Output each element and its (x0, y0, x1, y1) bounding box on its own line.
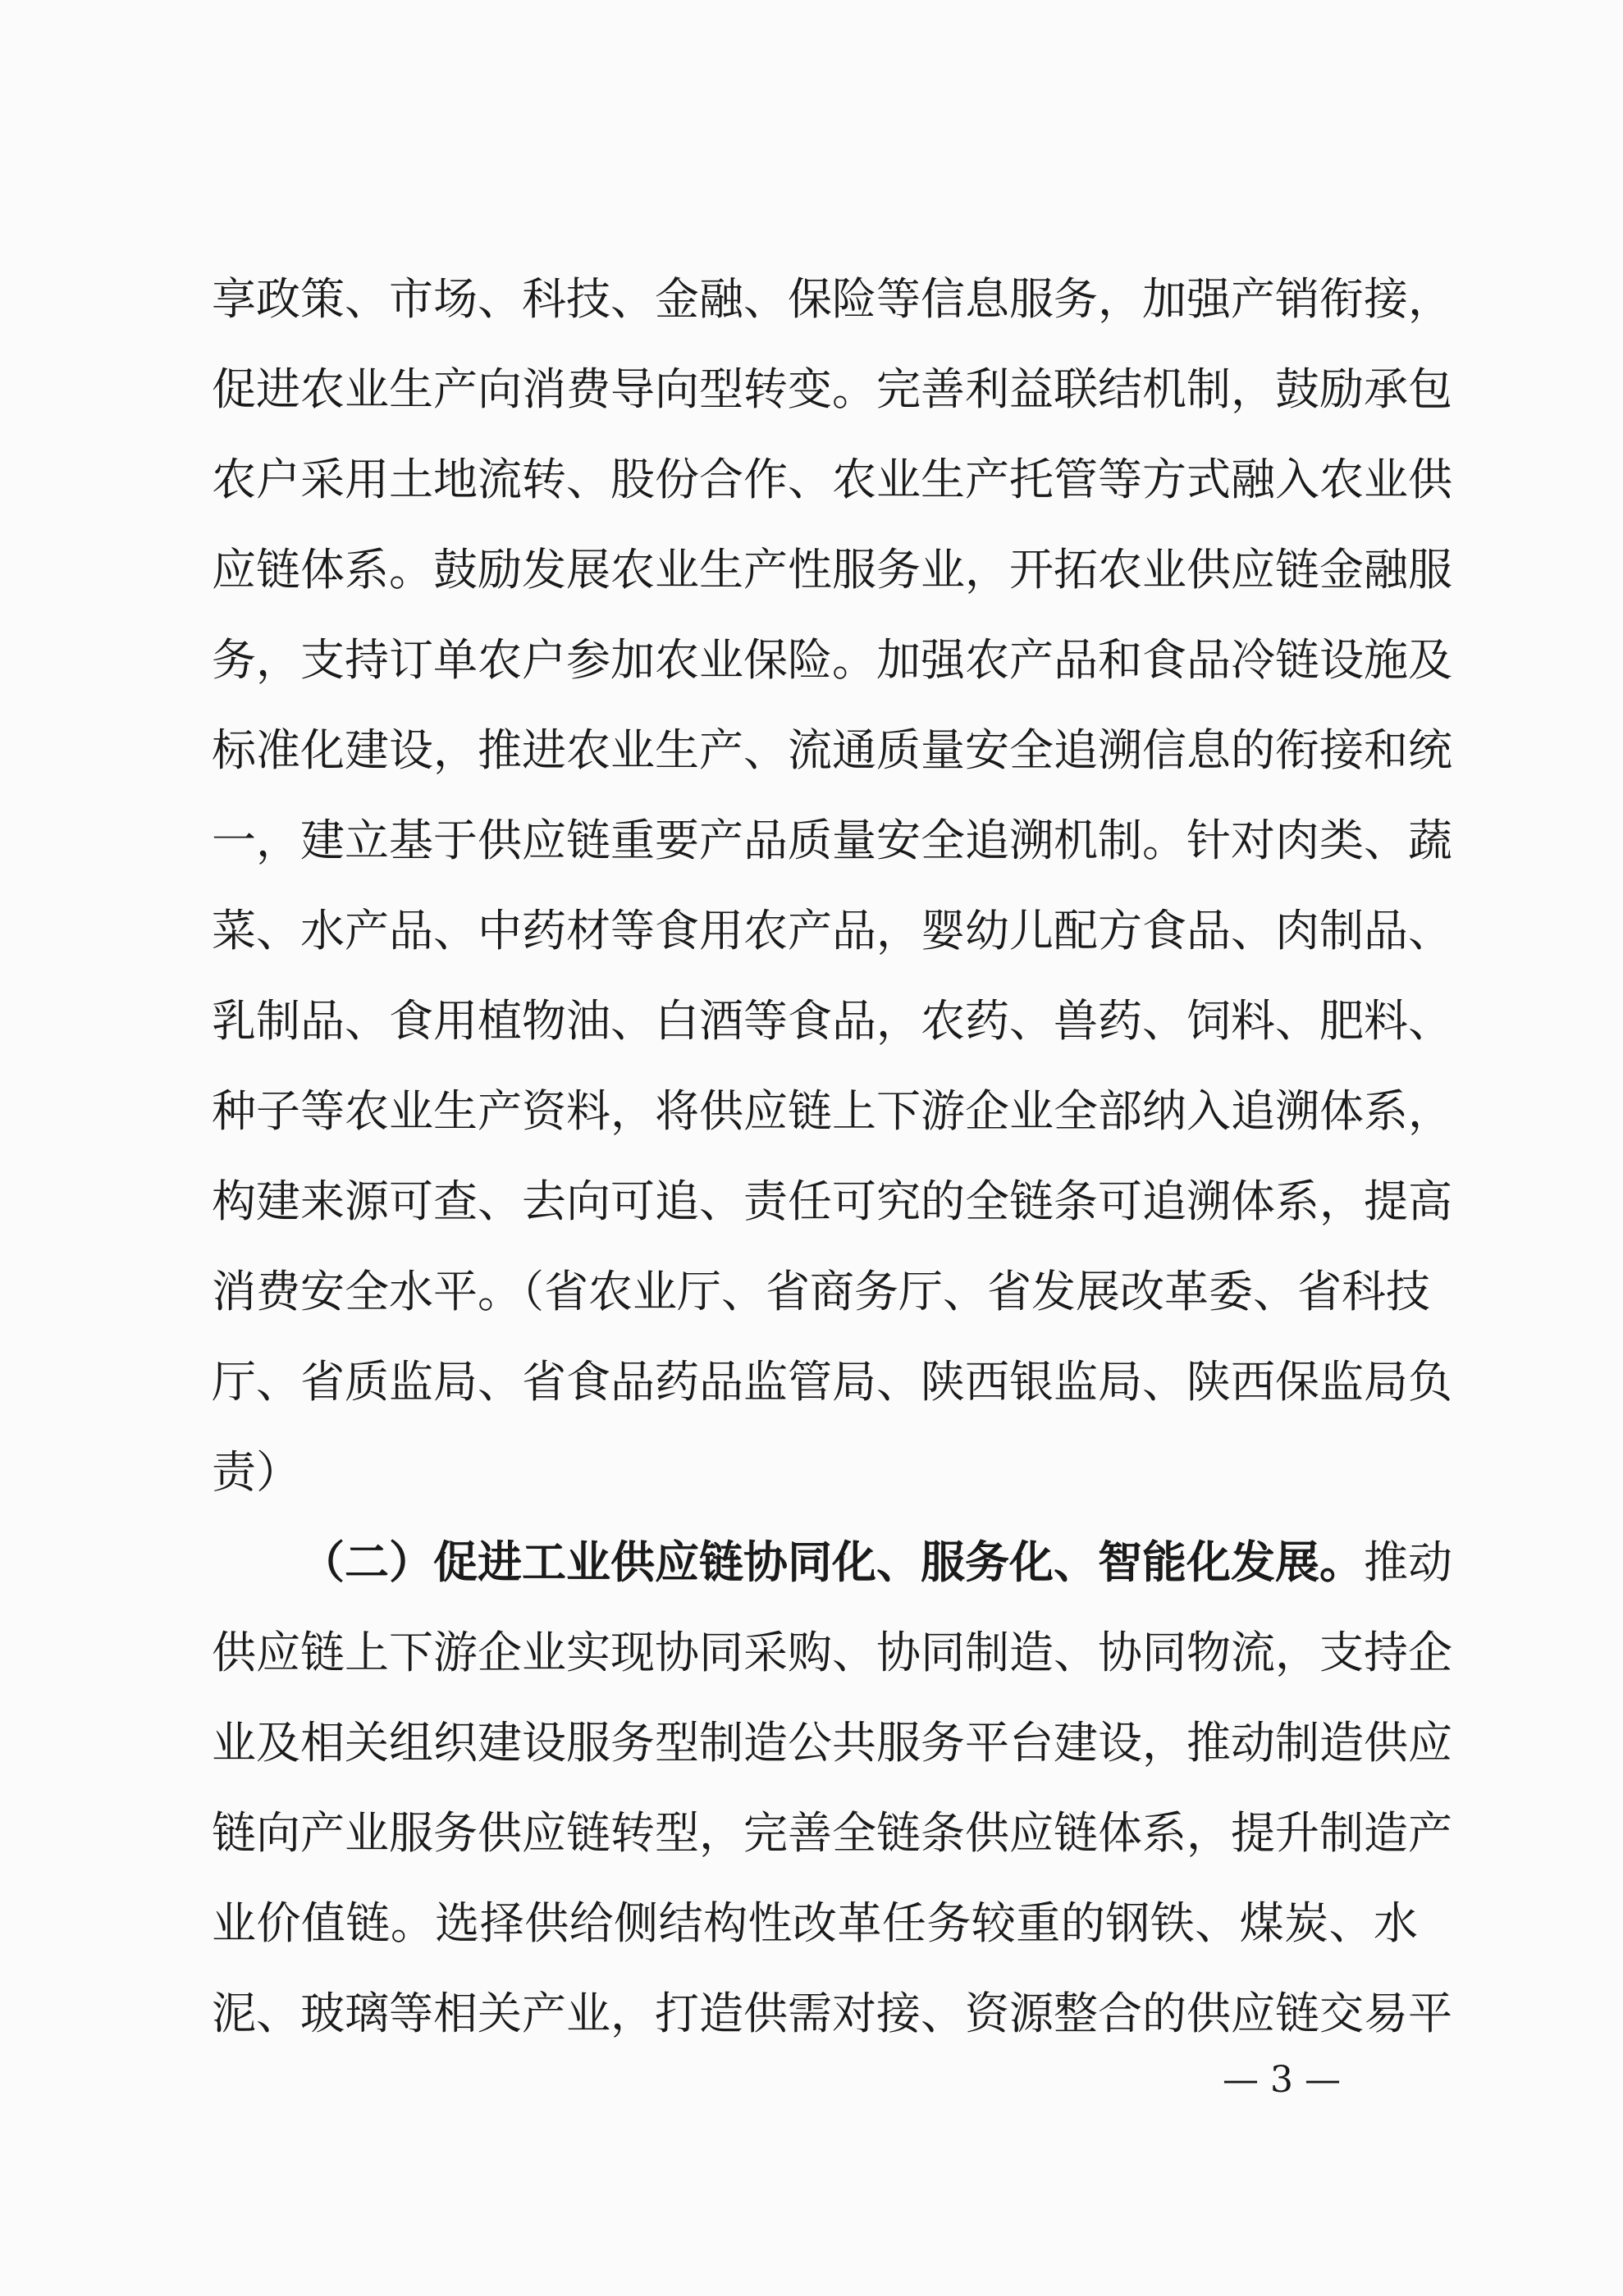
paragraph-line: 厅、省质监局、省食品药品监管局、陕西银监局、陕西保监局负 (212, 1356, 1452, 1408)
paragraph-line: 业及相关组织建设服务型制造公共服务平台建设，推动制造供应 (212, 1717, 1452, 1769)
paragraph-line: 一，建立基于供应链重要产品质量安全追溯机制。针对肉类、蔬 (212, 815, 1452, 866)
paragraph-line: 供应链上下游企业实现协同采购、协同制造、协同物流，支持企 (212, 1627, 1452, 1678)
paragraph-line: 农户采用土地流转、股份合作、农业生产托管等方式融入农业供 (212, 454, 1452, 505)
paragraph-line: 菜、水产品、中药材等食用农产品，婴幼儿配方食品、肉制品、 (212, 905, 1452, 956)
paragraph-line: 乳制品、食用植物油、白酒等食品，农药、兽药、饲料、肥料、 (212, 995, 1452, 1047)
paragraph-line: 享政策、市场、科技、金融、保险等信息服务，加强产销衔接， (212, 273, 1452, 325)
paragraph-line: 务，支持订单农户参加农业保险。加强农产品和食品冷链设施及 (212, 634, 1452, 686)
paragraph-line: 标准化建设，推进农业生产、流通质量安全追溯信息的衔接和统 (212, 724, 1452, 776)
section-heading-line (212, 1518, 1452, 1608)
paragraph-line: 应链体系。鼓励发展农业生产性服务业，开拓农业供应链金融服 (212, 544, 1452, 596)
section-heading-continuation: 推动 (1364, 1536, 1452, 1588)
paragraph-line: 泥、玻璃等相关产业，打造供需对接、资源整合的供应链交易平 (212, 1988, 1452, 2039)
section-heading: （二）促进工业供应链协同化、服务化、智能化发展。 (300, 1536, 1364, 1588)
paragraph-line: 构建来源可查、去向可追、责任可究的全链条可追溯体系，提高 (212, 1175, 1452, 1227)
paragraph-line: 链向产业服务供应链转型，完善全链条供应链体系，提升制造产 (212, 1807, 1452, 1859)
paragraph-line: 促进农业生产向消费导向型转变。完善利益联结机制，鼓励承包 (212, 363, 1452, 415)
paragraph-line: 消费安全水平。（省农业厅、省商务厅、省发展改革委、省科技 (212, 1266, 1430, 1317)
paragraph-line: 业价值链。选择供给侧结构性改革任务较重的钢铁、煤炭、水 (212, 1897, 1418, 1949)
paragraph-line: 种子等农业生产资料，将供应链上下游企业全部纳入追溯体系， (212, 1085, 1452, 1137)
paragraph-line: 责） (212, 1446, 300, 1498)
page-number: — 3 — (1223, 2059, 1341, 2101)
